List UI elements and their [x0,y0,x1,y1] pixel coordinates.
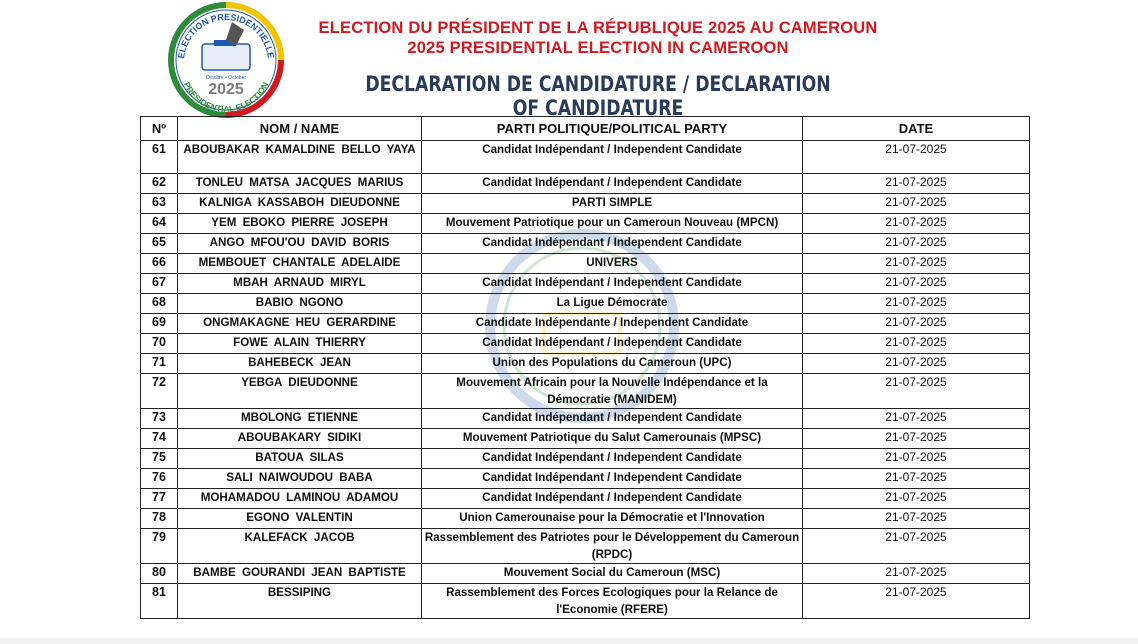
cell-no: 68 [141,294,178,314]
cell-no: 66 [141,254,178,274]
table-row [141,214,1030,234]
cell-party: Candidat Indépendant / Independent Candidate [422,234,803,254]
candidates-table [140,116,1030,619]
cell-date: 21-07-2025 [803,429,1030,449]
cell-name: MEMBOUET CHANTALE ADELAIDE [178,254,422,274]
cell-name: ONGMAKAGNE HEU GERARDINE [178,314,422,334]
cell-no: 81 [141,584,178,619]
header-party: PARTI POLITIQUE/POLITICAL PARTY [422,117,803,141]
cell-no: 73 [141,409,178,429]
cell-party: Mouvement Social du Cameroun (MSC) [422,564,803,584]
cell-date: 21-07-2025 [803,294,1030,314]
cell-date: 21-07-2025 [803,449,1030,469]
cell-name: FOWE ALAIN THIERRY [178,334,422,354]
header-no: Nº [141,117,178,141]
cell-party: La Ligue Démocrate [422,294,803,314]
cell-date: 21-07-2025 [803,354,1030,374]
table-header-row [141,117,1030,141]
cell-party: Rassemblement des Patriotes pour le Développement du Cameroun (RPDC) [422,529,803,564]
cell-date: 21-07-2025 [803,489,1030,509]
cell-party: Mouvement Patriotique pour un Cameroun Nouveau (MPCN) [422,214,803,234]
cell-date: 21-07-2025 [803,469,1030,489]
table-row [141,584,1030,619]
cell-no: 77 [141,489,178,509]
cell-name: ANGO MFOU'OU DAVID BORIS [178,234,422,254]
table-row [141,469,1030,489]
cell-party: Candidat Indépendant / Independent Candidate [422,449,803,469]
cell-date: 21-07-2025 [803,314,1030,334]
cell-no: 65 [141,234,178,254]
cell-date: 21-07-2025 [803,409,1030,429]
table-row [141,449,1030,469]
cell-no: 75 [141,449,178,469]
cell-party: PARTI SIMPLE [422,194,803,214]
cell-party: Mouvement Africain pour la Nouvelle Indépendance et la Démocratie (MANIDEM) [422,374,803,409]
cell-name: BAHEBECK JEAN [178,354,422,374]
cell-party: Candidat Indépendant / Independent Candidate [422,409,803,429]
cell-no: 78 [141,509,178,529]
table-row [141,509,1030,529]
cell-no: 71 [141,354,178,374]
logo-text-bottom: PRESIDENTIAL ELECTION [181,80,271,115]
cell-date: 21-07-2025 [803,141,1030,174]
table-row [141,234,1030,254]
cell-name: KALEFACK JACOB [178,529,422,564]
cell-name: ABOUBAKAR KAMALDINE BELLO YAYA [178,141,422,174]
cell-no: 80 [141,564,178,584]
cell-party: Rassemblement des Forces Ecologiques pour la Relance de l'Economie (RFERE) [422,584,803,619]
table-row [141,354,1030,374]
cell-date: 21-07-2025 [803,334,1030,354]
cell-no: 72 [141,374,178,409]
cell-name: BAMBE GOURANDI JEAN BAPTISTE [178,564,422,584]
cell-name: BESSIPING [178,584,422,619]
cell-party: Candidat Indépendant / Independent Candidate [422,489,803,509]
bottom-edge [0,638,1138,644]
table-row [141,334,1030,354]
table-row [141,174,1030,194]
cell-party: Candidat Indépendant / Independent Candidate [422,174,803,194]
page-subtitle: DECLARATION DE CANDIDATURE / DECLARATION OF CANDIDATURE [365,72,831,120]
cell-date: 21-07-2025 [803,174,1030,194]
cell-party: UNIVERS [422,254,803,274]
cell-party: Candidate Indépendante / Independent Candidate [422,314,803,334]
cell-no: 69 [141,314,178,334]
cell-party: Candidat Indépendant / Independent Candidate [422,469,803,489]
cell-no: 62 [141,174,178,194]
table-row [141,409,1030,429]
cell-date: 21-07-2025 [803,214,1030,234]
cell-date: 21-07-2025 [803,509,1030,529]
table-row [141,274,1030,294]
page-title-fr: ELECTION DU PRÉSIDENT DE LA RÉPUBLIQUE 2025 AU CAMEROUN [318,19,878,37]
table-row [141,294,1030,314]
header-date: DATE [803,117,1030,141]
cell-date: 21-07-2025 [803,234,1030,254]
cell-date: 21-07-2025 [803,584,1030,619]
page-title-en: 2025 PRESIDENTIAL ELECTION IN CAMEROON [407,39,789,57]
cell-name: BABIO NGONO [178,294,422,314]
cell-no: 61 [141,141,178,174]
header-name: NOM / NAME [178,117,422,141]
logo-month: Octobre • October [205,75,247,81]
logo-year: 2025 [208,81,244,98]
cell-party: Candidat Indépendant / Independent Candidate [422,334,803,354]
cell-name: SALI NAIWOUDOU BABA [178,469,422,489]
cell-name: BATOUA SILAS [178,449,422,469]
cell-party: Union Camerounaise pour la Démocratie et l'Innovation [422,509,803,529]
cell-name: YEM EBOKO PIERRE JOSEPH [178,214,422,234]
cell-party: Candidat Indépendant / Independent Candidate [422,274,803,294]
cell-no: 70 [141,334,178,354]
table-row [141,194,1030,214]
cell-name: KALNIGA KASSABOH DIEUDONNE [178,194,422,214]
cell-no: 64 [141,214,178,234]
table-row [141,429,1030,449]
logo-text-top: ELECTION PRESIDENTIELLE [176,11,276,60]
cell-party: Union des Populations du Cameroun (UPC) [422,354,803,374]
table-row [141,564,1030,584]
cell-no: 79 [141,529,178,564]
cell-name: TONLEU MATSA JACQUES MARIUS [178,174,422,194]
table-row [141,374,1030,409]
cell-date: 21-07-2025 [803,374,1030,409]
cell-name: YEBGA DIEUDONNE [178,374,422,409]
table-row [141,314,1030,334]
cell-name: MBAH ARNAUD MIRYL [178,274,422,294]
cell-date: 21-07-2025 [803,564,1030,584]
cell-date: 21-07-2025 [803,274,1030,294]
table-row [141,254,1030,274]
cell-name: MOHAMADOU LAMINOU ADAMOU [178,489,422,509]
cell-date: 21-07-2025 [803,529,1030,564]
cell-party: Mouvement Patriotique du Salut Camerounais (MPSC) [422,429,803,449]
cell-name: MBOLONG ETIENNE [178,409,422,429]
cell-no: 76 [141,469,178,489]
cell-name: EGONO VALENTIN [178,509,422,529]
election-logo [160,0,292,120]
cell-no: 63 [141,194,178,214]
cell-date: 21-07-2025 [803,254,1030,274]
cell-no: 67 [141,274,178,294]
cell-party: Candidat Indépendant / Independent Candidate [422,141,803,174]
cell-name: ABOUBAKARY SIDIKI [178,429,422,449]
table-row [141,141,1030,174]
cell-date: 21-07-2025 [803,194,1030,214]
table-row [141,529,1030,564]
cell-no: 74 [141,429,178,449]
table-row [141,489,1030,509]
